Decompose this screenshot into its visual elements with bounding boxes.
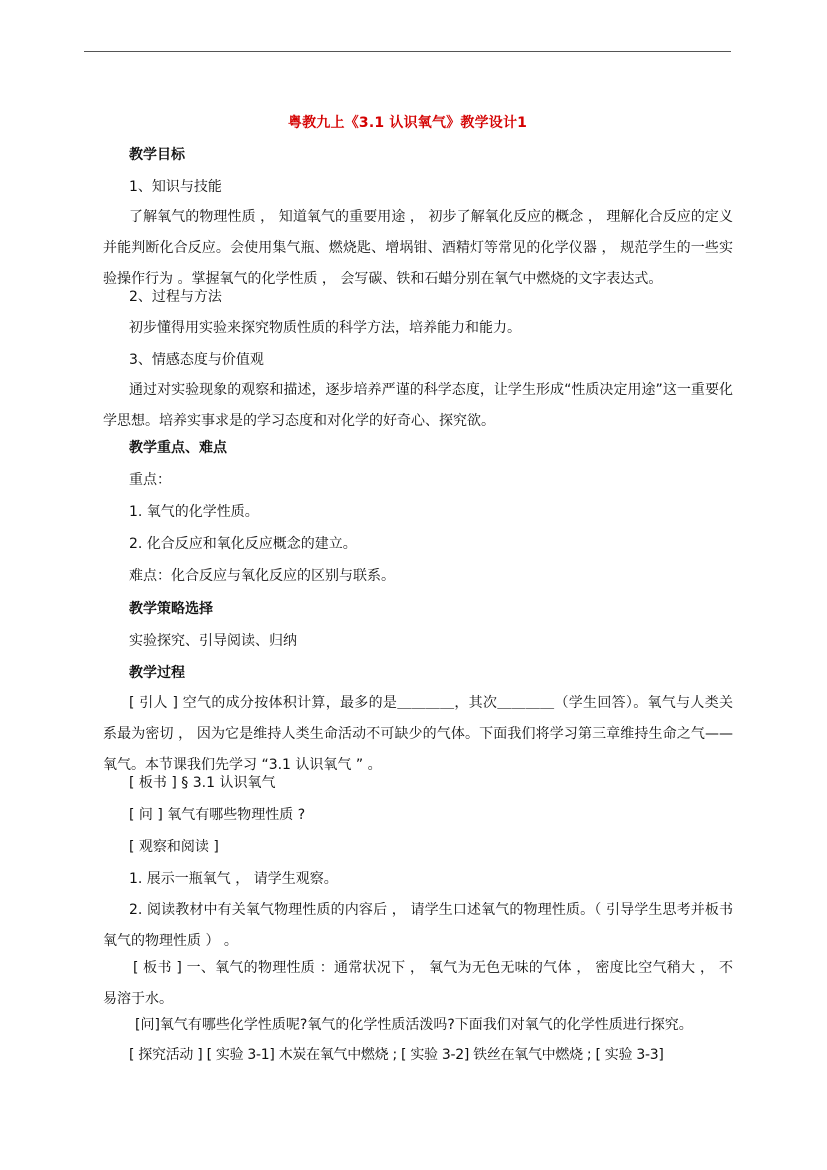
explore-line: [ 探究活动 ] [ 实验 3-1] 木炭在氧气中燃烧 ; [ 实验 3-2] 铁丝在氧气中燃烧 ; [ 实验 3-3] xyxy=(129,1047,664,1063)
header-rule xyxy=(84,51,731,52)
paragraph-emotion: 通过对实验现象的观察和描述，逐步培养严谨的科学态度，让学生形成“性质决定用途”这一重要化学思想。培养实事求是的学习态度和对化学的好奇心、探究欲。 xyxy=(103,382,733,429)
paragraph-intro: [ 引人 ] 空气的成分按体积计算，最多的是＿＿＿＿，其次＿＿＿＿（学生回答）。氧气与人类关系最为密切 ， 因为它是维持人类生命活动不可缺少的气体。下面我们将学习第三章维持生命之气——氧气。本节课我们先学习 “3.1 认识氧气 ” 。 xyxy=(103,695,733,773)
board-line-1: [ 板书 ] § 3.1 认识氧气 xyxy=(129,775,276,791)
document-title: 粤教九上《3.1 认识氧气》教学设计1 xyxy=(287,115,528,131)
difficulty-line: 难点：化合反应与氧化反应的区别与联系。 xyxy=(129,568,395,584)
observe-item-1: 1. 展示一瓶氧气 ， 请学生观察。 xyxy=(129,871,338,887)
observe-item-2: 2. 阅读教材中有关氧气物理性质的内容后 ， 请学生口述氧气的物理性质。（ 引导学生思考并板书氧气的物理性质 ） 。 xyxy=(103,902,733,949)
board-line-2: [ 板书 ] 一、氧气的物理性质 ：通常状况下 ， 氧气为无色无味的气体 ， 密度比空气稍大 ， 不易溶于水。 xyxy=(103,960,733,1007)
key-label: 重点： xyxy=(129,472,171,488)
key-item-2: 2. 化合反应和氧化反应概念的建立。 xyxy=(129,536,357,552)
key-item-1: 1. 氧气的化学性质。 xyxy=(129,504,259,520)
question-line-1: [ 问 ] 氧气有哪些物理性质 ? xyxy=(129,807,306,823)
paragraph-process: 初步懂得用实验来探究物质性质的科学方法，培养能力和能力。 xyxy=(129,320,521,336)
heading-teaching-goals: 教学目标 xyxy=(129,147,185,163)
heading-strategy: 教学策略选择 xyxy=(129,601,213,617)
paragraph-knowledge: 了解氧气的物理性质 ， 知道氧气的重要用途 ， 初步了解氧化反应的概念 ， 理解化合反应的定义并能判断化合反应。会使用集气瓶、燃烧匙、增埚钳、酒精灯等常见的化学仪器 ， 规范学生的一些实验操作行为 。掌握氧气的化学性质 ， 会写碳、铁和石蜡分别在氧气中燃烧的文字表达式。 xyxy=(103,209,733,287)
question-line-2: [问]氧气有哪些化学性质呢?氧气的化学性质活泼吗?下面我们对氧气的化学性质进行探究。 xyxy=(135,1017,693,1033)
strategy-line: 实验探究、引导阅读、归纳 xyxy=(129,633,297,649)
subheading-process-method: 2、过程与方法 xyxy=(129,289,222,305)
subheading-knowledge-skills: 1、知识与技能 xyxy=(129,179,222,195)
observe-line: [ 观察和阅读 ] xyxy=(129,839,219,855)
subheading-emotion-values: 3、情感态度与价值观 xyxy=(129,352,264,368)
heading-process: 教学过程 xyxy=(129,665,185,681)
heading-key-points: 教学重点、难点 xyxy=(129,440,227,456)
